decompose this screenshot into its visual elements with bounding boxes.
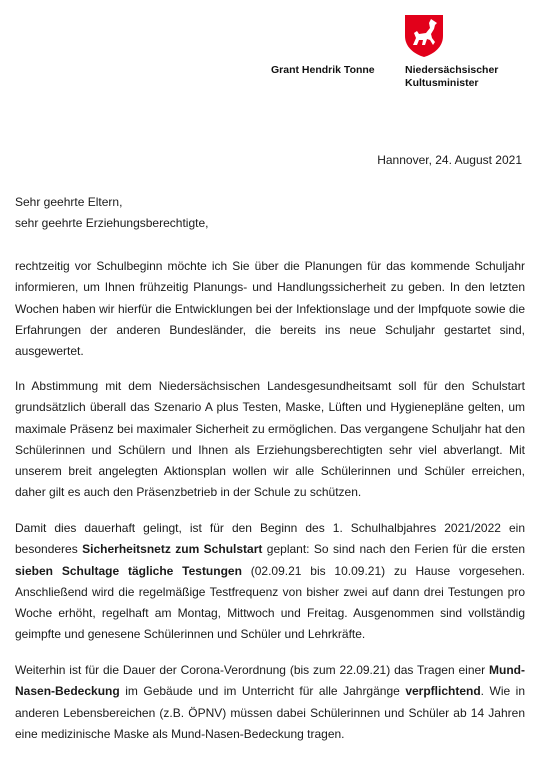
minister-title bbox=[405, 64, 498, 90]
paragraph-4-text-a: Weiterhin ist für die Dauer der Corona-Verordnung (bis zum 22.09.21) das Tragen einer bbox=[15, 663, 490, 677]
letter-date: Hannover, 24. August 2021 bbox=[377, 153, 522, 167]
minister-name: Grant Hendrik Tonne bbox=[271, 64, 375, 76]
paragraph-4 bbox=[15, 660, 525, 745]
paragraph-3-text-e: (02.09.21 bis 10.09.21) zu Hause vorgesehen. Anschließend wird die regelmäßige Testfrequenz von bisher zwei auf dann drei Testungen pro Woche erhöht, regelhaft am Montag, Mittwoch und Freitag. Ausgenommen sind vollständig geimpfte und genesene Schülerinnen und Schüler und Lehrkräfte. bbox=[15, 563, 525, 642]
paragraph-1: rechtzeitig vor Schulbeginn möchte ich Sie über die Planungen für das kommende Schuljahr informieren, um Ihnen frühzeitig Planungs- und Handlungssicherheit zu geben. In den letzten Wochen haben wir hierfür die Entwicklungen bei der Infektionslage und der Impfquote sowie die Erfahrungen der anderen Bundesländer, die bereits ins neue Schuljahr gestartet sind, ausgewertet. bbox=[15, 259, 525, 359]
salutation-line2: sehr geehrte Erziehungsberechtigte, bbox=[15, 216, 209, 231]
minister-title-line2: Kultusminister bbox=[405, 77, 479, 89]
paragraph-4-text-e: . Wie in anderen Lebensbereichen (z.B. ÖPNV) müssen dabei Schülerinnen und Schüler ab 14 Jahren eine medizinische Maske als Mund-Nasen-Bedeckung tragen. bbox=[15, 684, 526, 741]
safety-net-emphasis: Sicherheitsnetz zum Schulstart bbox=[82, 542, 263, 557]
paragraph-4-text-c: im Gebäude und im Unterricht für alle Jahrgänge bbox=[119, 684, 406, 699]
paragraph-3-text-c: geplant: So sind nach den Ferien für die ersten bbox=[262, 542, 526, 557]
daily-tests-emphasis: sieben Schultage tägliche Testungen bbox=[15, 563, 242, 578]
minister-title-line1: Niedersächsischer bbox=[405, 64, 499, 76]
coat-of-arms-icon bbox=[404, 14, 444, 58]
paragraph-3 bbox=[15, 518, 525, 646]
mask-emphasis: Mund-Nasen-Bedeckung bbox=[15, 663, 525, 699]
paragraph-3-text-a: Damit dies dauerhaft gelingt, ist für den Beginn des 1. Schulhalbjahres 2021/2022 ein besonderes bbox=[15, 521, 525, 557]
salutation-line1: Sehr geehrte Eltern, bbox=[15, 195, 123, 209]
mandatory-emphasis: verpflichtend bbox=[405, 684, 481, 699]
paragraph-2: In Abstimmung mit dem Niedersächsischen Landesgesundheitsamt soll für den Schulstart grundsätzlich überall das Szenario A plus Testen, Maske, Lüften und Hygienepläne gelten, um maximale Präsenz bei maximaler Sicherheit zu ermöglichen. Das vergangene Schuljahr hat den Schülerinnen und Schülern und Ihnen als Erziehungsberechtigten sehr viel abverlangt. Mit unserem breit angelegten Aktionsplan wollen wir alle Schülerinnen und Schüler erreichen, daher gilt es auch den Präsenzbetrieb in der Schule zu schützen. bbox=[15, 379, 525, 500]
salutation bbox=[15, 192, 525, 235]
